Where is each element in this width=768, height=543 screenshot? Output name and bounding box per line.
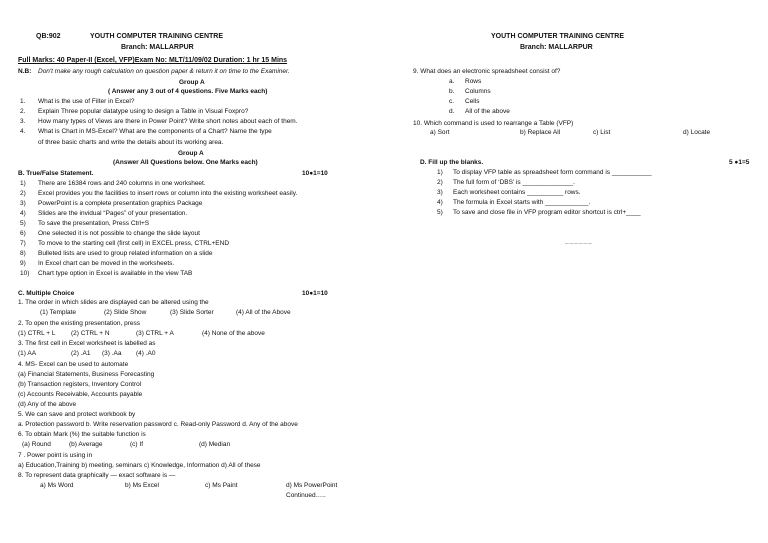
true-false-item-number: 10) [20, 270, 30, 277]
mc2-option: (2) CTRL + N [71, 330, 110, 337]
mc9-option-number: b. [449, 88, 455, 95]
mc6-option: (c) If [130, 441, 143, 448]
mc9-option-number: a. [449, 78, 455, 85]
multiple-choice-marks: 10●1=10 [302, 290, 328, 297]
mc6-option: (b) Average [69, 441, 103, 448]
mc9-option-text: Columns [465, 88, 491, 95]
groupA-question-text: Explain Three popular datatype using to design a Table in Visual Foxpro? [38, 108, 249, 115]
mc4-option: (c) Accounts Receivable, Accounts payable [18, 391, 143, 398]
fill-blank-item-text: To display VFP table as spreadsheet form command is ___________ [453, 169, 652, 176]
mc6-option: (a) Round [22, 441, 51, 448]
true-false-item-text: PowerPoint is a complete presentation graphics Package [38, 200, 203, 207]
groupA-q4-continuation: of three basic charts and write the details about its working area. [38, 139, 224, 146]
mc7-options: a) Education,Training b) meeting, seminars c) Knowledge, Information d) All of these [18, 462, 261, 469]
mc1-option: (1) Template [40, 309, 77, 316]
mc-question-9: 9. What does an electronic spreadsheet consist of? [413, 68, 561, 75]
groupA-question-number: 1. [20, 98, 26, 105]
mc-question-1: 1. The order in which slides are displayed can be altered using the [18, 299, 209, 306]
fill-blanks-marks: 5 ●1=5 [729, 159, 750, 166]
multiple-choice-title: C. Multiple Choice [18, 290, 75, 297]
true-false-title: B. True/False Statement. [18, 170, 94, 177]
groupA-question-number: 4. [20, 128, 26, 135]
mc9-option-text: Rows [465, 78, 482, 85]
centre-title-left: YOUTH COMPUTER TRAINING CENTRE [90, 33, 223, 40]
mc1-option: (2) Slide Show [104, 309, 147, 316]
nb-label: N.B: [18, 68, 32, 75]
fill-blank-item-text: The full form of ‘DBS’ is ______________. [453, 179, 575, 186]
true-false-item-number: 8) [20, 250, 26, 257]
groupA-question-number: 3. [20, 118, 26, 125]
marks-line: Full Marks: 40 Paper-II (Excel, VFP)Exam No: MLT/11/09/02 Duration: 1 hr 15 Mins [18, 57, 288, 64]
mc4-option: (d) Any of the above [18, 401, 77, 408]
true-false-item-number: 3) [20, 200, 26, 207]
mc9-option-text: Cells [465, 98, 480, 105]
true-false-item-text: Chart type option in Excel is available in the view TAB [38, 270, 193, 277]
mc-question-2: 2. To open the existing presentation, press [18, 320, 141, 327]
mc2-option: (3) CTRL + A [136, 330, 174, 337]
mc6-option: (d) Median [199, 441, 231, 448]
true-false-item-text: There are 16384 rows and 240 columns in one worksheet. [38, 180, 206, 187]
mc8-option: d) Ms PowerPoint [286, 482, 338, 489]
mc10-option: b) Replace All [520, 129, 561, 136]
mc5-options: a. Protection password b. Write reservation password c. Read-only Password d. Any of the above [18, 421, 298, 428]
true-false-item-text: One selected it is not possible to change the slide layout [38, 230, 200, 237]
fill-blanks-title: D. Fill up the blanks. [420, 159, 484, 166]
groupA-title: Group A [179, 79, 205, 86]
groupA-instructions: ( Answer any 3 out of 4 questions. Five Marks each) [108, 88, 268, 95]
groupA-question-text: What is the use of Filter in Excel? [38, 98, 135, 105]
mc-question-8: 8. To represent data graphically — exact software is — [18, 472, 176, 479]
fill-blank-item-text: The formula in Excel starts with ____________. [453, 199, 591, 206]
mc2-option: (4) None of the above [202, 330, 265, 337]
fill-blank-item-text: To save and close file in VFP program editor shortcut is ctrl+____ [453, 209, 641, 216]
true-false-item-number: 6) [20, 230, 26, 237]
mc3-option: (2) .A1 [71, 350, 91, 357]
fill-blank-item-number: 3) [437, 189, 443, 196]
branch-right: Branch: MALLARPUR [520, 44, 593, 51]
fill-blank-item-number: 4) [437, 199, 443, 206]
mc3-option: (1) AA [18, 350, 37, 357]
true-false-item-number: 1) [20, 180, 26, 187]
groupA-question-text: What is Chart in MS-Excel? What are the components of a Chart? Name the type [38, 128, 272, 135]
mc-question-5: 5. We can save and protect workbook by [18, 411, 136, 418]
true-false-item-number: 5) [20, 220, 26, 227]
fill-blank-item-text: Each worksheet contains __________ rows. [453, 189, 581, 196]
mc4-option: (a) Financial Statements, Business Forecasting [18, 371, 155, 378]
nb-text: Don't make any rough calculation on question paper & return it on time to the Examiner. [38, 68, 290, 75]
mc1-option: (3) Slide Sorter [170, 309, 214, 316]
true-false-item-text: Slides are the invidual “Pages” of your presentation. [38, 210, 188, 217]
true-false-item-number: 9) [20, 260, 26, 267]
mc2-option: (1) CTRL + L [18, 330, 56, 337]
mc9-option-number: c. [449, 98, 455, 105]
true-false-item-text: To move to the starting cell (first cell) in EXCEL press, CTRL+END [38, 240, 230, 247]
mc-question-7: 7 . Power point is using in [18, 452, 93, 459]
true-false-item-text: Bulleted lists are used to group related information on a slide [38, 250, 213, 257]
true-false-marks: 10●1=10 [302, 170, 328, 177]
groupA2-instructions: (Answer All Questions below. One Marks each) [113, 159, 258, 166]
mc4-option: (b) Transaction registers, Inventory Control [18, 381, 142, 388]
mc9-option-number: d. [449, 108, 455, 115]
mc10-option: c) List [593, 129, 611, 136]
true-false-item-text: To save the presentation, Press Ctrl+S [38, 220, 150, 227]
true-false-item-text: In Excel chart can be moved in the worksheets. [38, 260, 175, 267]
question-bank-code: QB:902 [36, 33, 61, 40]
mc-question-6: 6. To obtain Mark (%) the suitable function is [18, 431, 146, 438]
continued-note: Continued….. [286, 492, 326, 499]
mc10-option: a) Sort [430, 129, 450, 136]
groupA-question-number: 2. [20, 108, 26, 115]
mc8-option: c) Ms Paint [205, 482, 238, 489]
branch-left: Branch: MALLARPUR [121, 44, 194, 51]
true-false-item-number: 7) [20, 240, 26, 247]
fill-blank-item-number: 1) [437, 169, 443, 176]
mc10-option: d) Locate [683, 129, 711, 136]
end-marker: ______ [565, 238, 593, 245]
centre-title-right: YOUTH COMPUTER TRAINING CENTRE [491, 33, 624, 40]
mc-question-4: 4. MS- Excel can be used to automate [18, 361, 129, 368]
mc9-option-text: All of the above [465, 108, 510, 115]
true-false-item-number: 2) [20, 190, 26, 197]
mc-question-10: 10. Which command is used to rearrange a Table (VFP) [413, 120, 574, 127]
mc3-option: (3) .Aa [102, 350, 122, 357]
groupA2-title: Group A [178, 150, 204, 157]
groupA-question-text: How many types of Views are there in Power Point? Write short notes about each of them. [38, 118, 298, 125]
mc8-option: b) Ms Excel [125, 482, 159, 489]
mc1-option: (4) All of the Above [236, 309, 291, 316]
fill-blank-item-number: 2) [437, 179, 443, 186]
mc8-option: a) Ms Word [40, 482, 74, 489]
true-false-item-text: Excel provides you the facilities to insert rows or column into the existing worksheet easily. [38, 190, 298, 197]
mc-question-3: 3. The first cell in Excel worksheet is labelled as [18, 340, 156, 347]
fill-blank-item-number: 5) [437, 209, 443, 216]
true-false-item-number: 4) [20, 210, 26, 217]
mc3-option: (4) .A0 [136, 350, 156, 357]
